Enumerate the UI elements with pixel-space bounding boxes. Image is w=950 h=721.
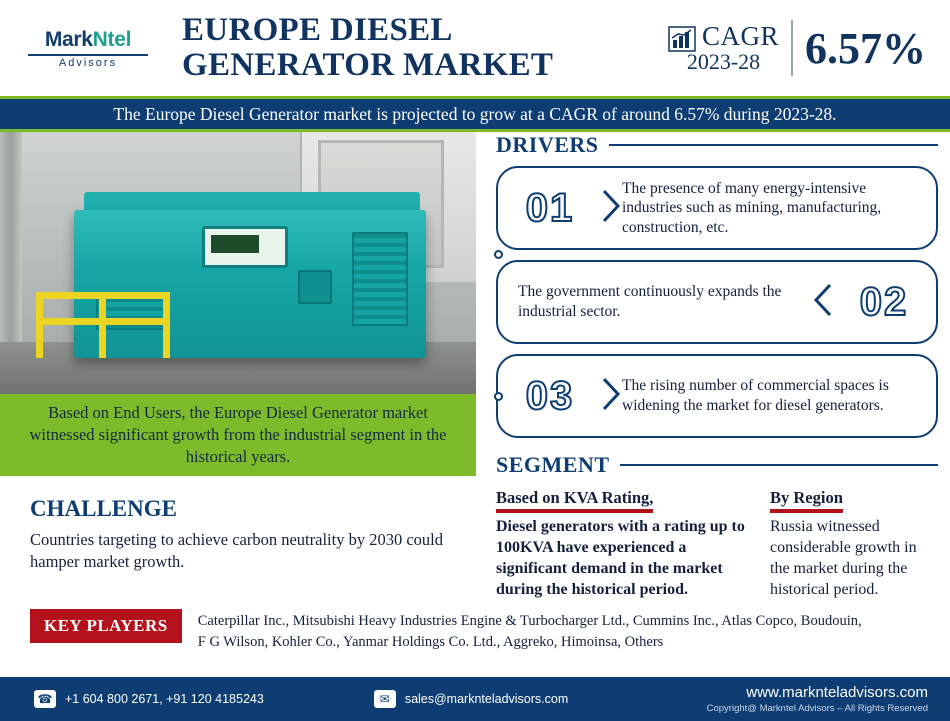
segment-heading-rule	[620, 464, 938, 466]
photo-vent-right	[352, 232, 408, 326]
segment-kva-column	[496, 488, 748, 600]
cagr-value: 6.57%	[805, 23, 926, 73]
cagr-block	[668, 20, 932, 76]
end-users-callout: Based on End Users, the Europe Diesel Generator market witnessed significant growth from the industrial segment in the historical years.	[0, 394, 476, 476]
key-players-section	[30, 609, 920, 653]
driver-item-1	[496, 166, 938, 250]
title-line-2: GENERATOR MARKET	[182, 47, 554, 83]
chevron-right-icon	[602, 377, 622, 416]
key-players-list	[198, 609, 862, 653]
drivers-heading: DRIVERS	[496, 132, 599, 157]
key-players-badge: KEY PLAYERS	[30, 609, 182, 643]
segment-columns	[496, 488, 938, 600]
segment-heading-row	[496, 452, 938, 478]
driver-number-2: 02	[859, 279, 909, 324]
cagr-top	[668, 21, 779, 52]
driver-item-2	[496, 260, 938, 344]
logo-subtitle: Advisors	[58, 56, 118, 69]
summary-banner: The Europe Diesel Generator market is projected to grow at a CAGR of around 6.57% during 2023-28.	[0, 96, 950, 132]
left-column	[0, 132, 476, 574]
driver-connector-dot-1	[494, 250, 503, 259]
segment-kva-label: Based on KVA Rating,	[496, 488, 653, 513]
logo-rule	[28, 54, 148, 56]
phone-icon: ☎	[34, 690, 56, 708]
footer	[0, 677, 950, 721]
drivers-heading-rule	[609, 144, 938, 146]
footer-website-url[interactable]: www.marknteladvisors.com	[746, 684, 928, 701]
photo-safety-rail	[36, 292, 170, 358]
driver-number-3: 03	[525, 373, 575, 418]
photo-control-panel	[202, 226, 288, 268]
title-line-1: EUROPE DIESEL	[182, 12, 453, 49]
segment-section	[496, 452, 938, 600]
segment-region-label: By Region	[770, 488, 843, 513]
driver-text-3: The rising number of commercial spaces is widening the market for diesel generators.	[622, 377, 889, 414]
header	[0, 0, 950, 96]
key-players-line-2: F G Wilson, Kohler Co., Yanmar Holdings Co. Ltd., Aggreko, Himoinsa, Others	[197, 634, 664, 651]
rail-post-left	[36, 292, 43, 358]
cagr-years: 2023-28	[686, 49, 761, 74]
footer-phone-text: +1 604 800 2671, +91 120 4185243	[65, 692, 264, 706]
key-players-line-1: Caterpillar Inc., Mitsubishi Heavy Industries Engine & Turbocharger Ltd., Cummins Inc., Atlas Copco, Boudouin,	[197, 613, 862, 629]
segment-region-column	[770, 488, 936, 600]
rail-post-right	[163, 292, 170, 358]
driver-number-1: 01	[525, 185, 575, 230]
envelope-icon: ✉	[374, 690, 396, 708]
footer-email[interactable]	[374, 690, 568, 708]
right-column	[496, 132, 938, 600]
page-title	[158, 13, 668, 83]
challenge-heading: CHALLENGE	[30, 496, 177, 521]
driver-text-2: The government continuously expands the industrial sector.	[518, 283, 782, 320]
driver-connector-dot-3	[494, 392, 503, 401]
footer-email-text: sales@marknteladvisors.com	[404, 692, 569, 706]
segment-region-text: Russia witnessed considerable growth in the market during the historical period.	[770, 518, 917, 599]
challenge-section	[0, 476, 476, 574]
segment-kva-text: Diesel generators with a rating up to 100KVA have experienced a significant demand in the market during the historical period.	[496, 518, 745, 599]
cagr-left	[668, 21, 779, 75]
cagr-label: CAGR	[701, 21, 779, 51]
driver-item-3	[496, 354, 938, 438]
chevron-right-icon	[602, 189, 622, 228]
diesel-generator-photo	[0, 132, 476, 394]
segment-heading: SEGMENT	[496, 452, 610, 477]
drivers-list	[496, 166, 938, 438]
logo-wordmark	[18, 28, 158, 52]
photo-hatch	[298, 270, 332, 304]
body-area	[0, 132, 950, 676]
rail-post-mid	[99, 292, 106, 358]
logo-ntel-text: Ntel	[92, 27, 132, 51]
footer-website-block[interactable]	[707, 684, 928, 714]
driver-text-1: The presence of many energy-intensive industries such as mining, manufacturing, construction, etc.	[622, 179, 882, 236]
logo-mark-text: Mark	[44, 27, 93, 51]
drivers-heading-row	[496, 132, 938, 158]
chevron-left-icon	[812, 283, 832, 322]
challenge-text: Countries targeting to achieve carbon neutrality by 2030 could hamper market growth.	[30, 530, 443, 572]
cagr-divider	[791, 20, 793, 76]
company-logo	[18, 28, 158, 69]
footer-copyright: Copyright@ Markntel Advisors – All Rights Reserved	[706, 703, 928, 714]
footer-phone[interactable]	[34, 690, 264, 708]
photo-panel-screen	[211, 235, 259, 253]
